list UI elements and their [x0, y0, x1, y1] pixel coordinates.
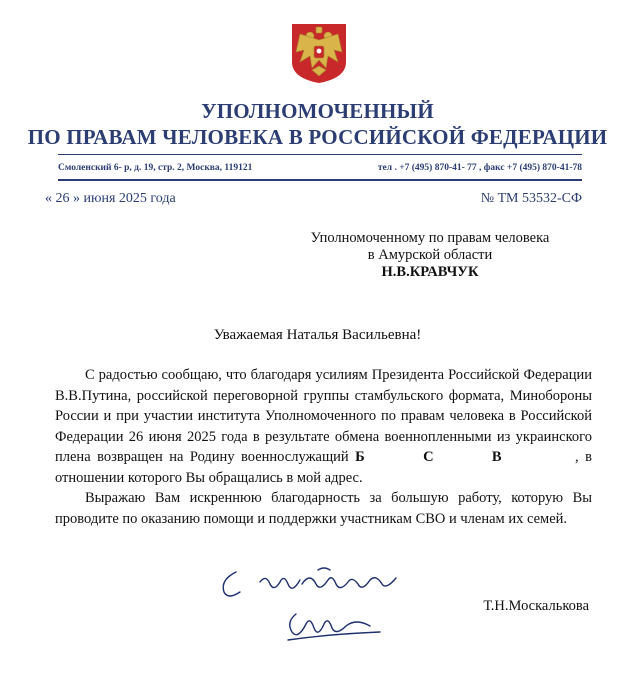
- letter-date: « 26 » июня 2025 года: [45, 191, 176, 206]
- redaction-block: [502, 447, 576, 468]
- recipient-line1: Уполномоченному по правам человека: [310, 230, 550, 246]
- paragraph-1-text: С радостью сообщаю, что благодаря усилиям Президента Российской Федерации В.В.Путина, российской переговорной группы стамбульского формата, Минобороны России и при участии института Уполномоченного по правам человека в Российской Федерации 26 июня 2025 года в результате обмена военнопленными из украинского плена возвращен на Родину военнослужащий: [55, 367, 592, 465]
- org-title-line1: УПОЛНОМОЧЕННЫЙ: [201, 99, 434, 123]
- coat-of-arms-icon: [290, 22, 348, 84]
- signer-name: Т.Н.Москалькова: [483, 598, 589, 614]
- postal-address: Смоленский 6- р, д. 19, стр. 2, Москва, 119121: [58, 163, 253, 173]
- handwritten-signature: [210, 562, 420, 657]
- org-title-line2: ПО ПРАВАМ ЧЕЛОВЕКА В РОССИЙСКОЙ ФЕДЕРАЦИИ: [27, 125, 608, 149]
- paragraph-2: Выражаю Вам искреннюю благодарность за большую работу, которую Вы проводите по оказанию помощи и поддержки участникам СВО и членам их семей.: [55, 490, 592, 527]
- paragraph-1-tail: , в отношении которого Вы обращались в мой адрес.: [55, 449, 592, 486]
- letter-body: [55, 365, 592, 529]
- redacted-name: Б С В: [355, 449, 502, 465]
- phone-fax: тел . +7 (495) 870-41- 77 , факс +7 (495) 870-41-78: [377, 163, 582, 173]
- recipient-name: Н.В.КРАВЧУК: [381, 264, 479, 280]
- recipient-block: [270, 230, 590, 281]
- reference-number: № ТМ 53532-СФ: [480, 191, 582, 206]
- header-divider-bottom: [58, 179, 582, 181]
- header-divider-top: [58, 154, 582, 155]
- paragraph-1: [55, 365, 592, 488]
- greeting: Уважаемая Наталья Васильевна!: [213, 327, 422, 343]
- recipient-line2: в Амурской области: [367, 247, 493, 263]
